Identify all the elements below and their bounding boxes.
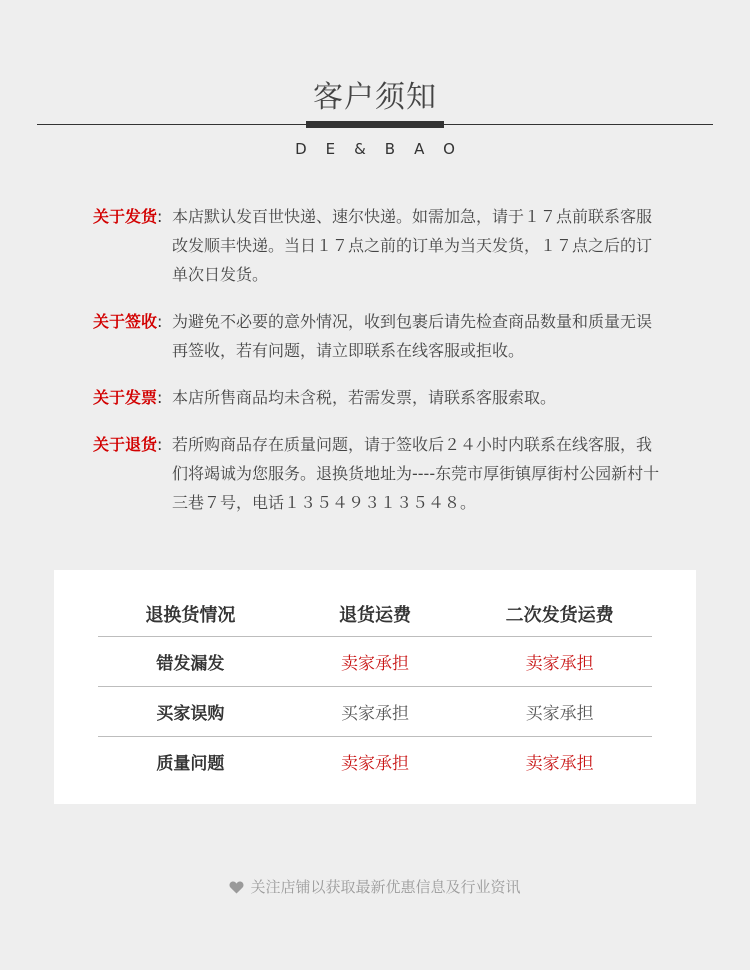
table-cell-case: 质量问题 [156, 754, 225, 774]
table-cell-case: 错发漏发 [156, 654, 225, 674]
notice-label: 关于退货: [93, 435, 163, 454]
table-cell-resend-fee: 买家承担 [525, 704, 594, 724]
table-header-return-fee: 退货运费 [339, 605, 411, 626]
footer-text: 关注店铺以获取最新优惠信息及行业资讯 [250, 878, 521, 896]
notice-text: 为避免不必要的意外情况，收到包裹后请先检查商品数量和质量无误 再签收，若有问题，请立即联系在线客服或拒收。 [172, 312, 653, 360]
brand-name: DE&BAO [295, 140, 474, 158]
notice-text: 若所购商品存在质量问题，请于签收后２４小时内联系在线客服，我 们将竭诚为您服务。退换货地址为----东莞市厚街镇厚街村公园新村十 三巷７号，电话１３５４９３１３５４８。 [172, 435, 660, 512]
notice-label: 关于签收: [93, 312, 163, 331]
notice-text: 本店所售商品均未含税，若需发票，请联系客服索取。 [172, 388, 557, 407]
notice-text: 本店默认发百世快递、速尔快递。如需加急，请于１７点前联系客服 改发顺丰快递。当日１７点之前的订单为当天发货，１７点之后的订 单次日发货。 [172, 207, 653, 284]
table-row [98, 687, 652, 737]
notice-list [93, 202, 663, 535]
table-header-case: 退换货情况 [145, 605, 236, 626]
table-cell-case: 买家误购 [156, 704, 225, 724]
table-row [98, 637, 652, 687]
return-fee-card [54, 570, 696, 804]
notice-signing [93, 307, 663, 365]
notice-returns [93, 430, 663, 517]
return-fee-table [98, 592, 652, 786]
table-cell-return-fee: 买家承担 [341, 704, 409, 724]
table-cell-return-fee: 卖家承担 [341, 754, 409, 774]
title-divider-accent [306, 121, 444, 128]
table-row [98, 737, 652, 786]
page-title: 客户须知 [313, 80, 437, 115]
notice-label: 关于发票: [93, 388, 163, 407]
notice-label: 关于发货: [93, 207, 163, 226]
notice-shipping [93, 202, 663, 289]
heart-icon [229, 880, 244, 898]
notice-invoice [93, 383, 663, 412]
table-header-resend-fee: 二次发货运费 [505, 605, 614, 626]
table-header-row [98, 592, 652, 637]
table-cell-return-fee: 卖家承担 [341, 654, 409, 674]
table-cell-resend-fee: 卖家承担 [525, 754, 594, 774]
follow-store-footer[interactable] [0, 876, 750, 898]
table-cell-resend-fee: 卖家承担 [525, 654, 594, 674]
